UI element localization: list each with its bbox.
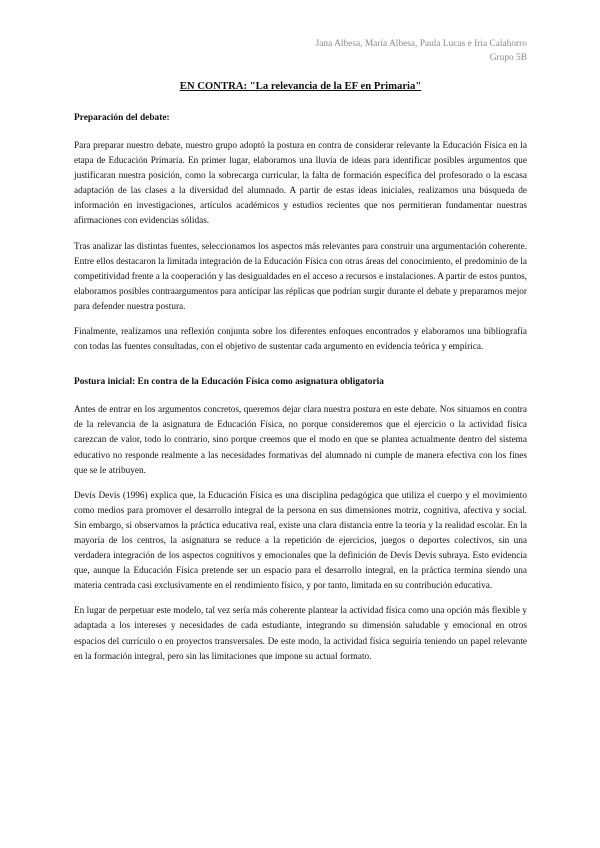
- section-heading-initial-position: Postura inicial: En contra de la Educación Física como asignatura obligatoria: [74, 377, 384, 388]
- paragraph: Devís Devís (1996) explica que, la Educación Física es una disciplina pedagógica que utiliza el cuerpo y el movimiento como medios para promover el desarrollo integral de la persona en sus dimensiones motriz, cognitiva, afectiva y social. Sin embargo, si observamos la práctica educativa real, existe una clara distancia entre la teoría y la realidad escolar. En la mayoría de los centros, la asignatura se reduce a la repetición de ejercicios, juegos o deportes colectivos, sin una verdadera integración de los aspectos cognitivos y emocionales que la definición de Devís Devís subraya. Esto evidencia que, aunque la Educación Física pretende ser un espacio para el desarrollo integral, en la práctica termina siendo una materia centrada casi exclusivamente en el rendimiento físico, y por tanto, limitada en su contribución educativa.: [74, 490, 527, 592]
- page-header: [316, 38, 527, 65]
- paragraph: Para preparar nuestro debate, nuestro grupo adoptó la postura en contra de considerar relevante la Educación Física en la etapa de Educación Primaria. En primer lugar, elaboramos una lluvia de ideas para identificar posibles argumentos que justificaran nuestra posición, como la sobrecarga curricular, la falta de formación específica del profesorado o la escasa adaptación de las clases a la diversidad del alumnado. A partir de estas ideas iniciales, realizamos una búsqueda de información en investigaciones, artículos académicos y estudios recientes que nos permitieran fundamentar nuestras afirmaciones con evidencias sólidas.: [74, 141, 527, 227]
- paragraph: Antes de entrar en los argumentos concretos, queremos dejar clara nuestra postura en este debate. Nos situamos en contra de la relevancia de la asignatura de Educación Física, no porque consideremos que el ejercicio o la actividad física carezcan de valor, todo lo contrario, sino porque creemos que el modo en que se plantea actualmente dentro del sistema educativo no responde realmente a las necesidades formativas del alumnado ni cumple de manera efectiva con los fines que se le atribuyen.: [74, 405, 527, 476]
- header-group: Grupo 5B: [489, 52, 527, 63]
- document-title: EN CONTRA: "La relevancia de la EF en Primaria": [179, 80, 422, 92]
- header-authors: Jana Albesa, María Albesa, Paula Lucas e Iria Calahorro: [315, 39, 527, 49]
- paragraph: Tras analizar las distintas fuentes, seleccionamos los aspectos más relevantes para construir una argumentación coherente. Entre ellos destacaron la limitada integración de la Educación Física con otras áreas del conocimiento, el predominio de la competitividad frente a la cooperación y las desigualdades en el acceso a recursos e instalaciones. A partir de estos puntos, elaboramos posibles contraargumentos para anticipar las réplicas que podrían surgir durante el debate y preparamos mejor para defender nuestra postura.: [74, 241, 527, 312]
- document-body: [74, 80, 527, 675]
- paragraph: En lugar de perpetuar este modelo, tal vez sería más coherente plantear la actividad física como una opción más flexible y adaptada a los intereses y necesidades de cada estudiante, integrando su dimensión saludable y emocional en otros espacios del currículo o en proyectos transversales. De este modo, la actividad física seguiría teniendo un papel relevante en la formación integral, pero sin las limitaciones que impone su actual formato.: [74, 606, 527, 662]
- paragraph: Finalmente, realizamos una reflexión conjunta sobre los diferentes enfoques encontrados y elaboramos una bibliografía con todas las fuentes consultadas, con el objetivo de sustentar cada argumento en evidencia teórica y empírica.: [74, 327, 527, 353]
- section-heading-preparation: Preparación del debate:: [74, 113, 170, 123]
